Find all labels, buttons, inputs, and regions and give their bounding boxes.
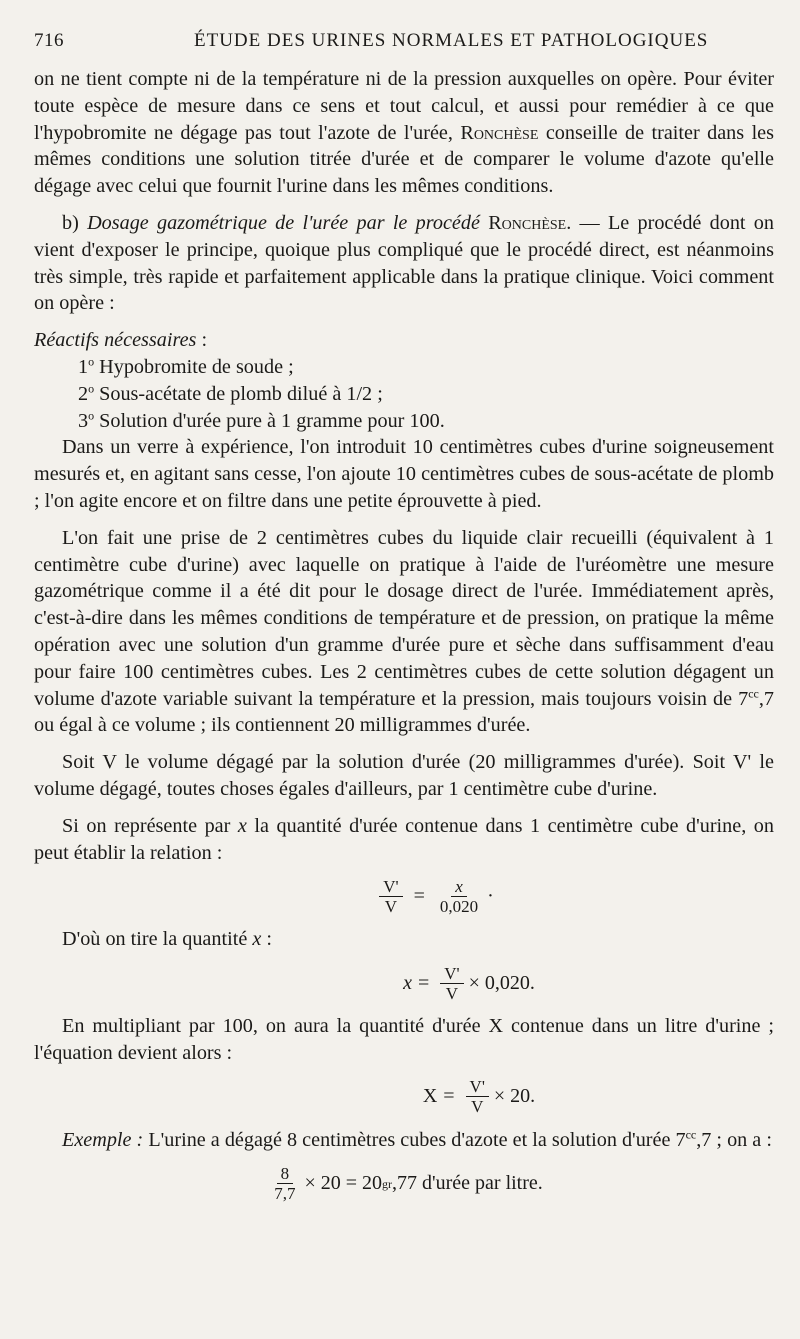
list-item: 2$^o$ Sous-acétate de plomb dilué à 1/2 ; bbox=[78, 381, 383, 405]
running-header bbox=[34, 30, 766, 56]
paragraph-definitions: Soit V le volume dégagé par la solution d'urée (20 milligrammes d'urée). Soit V' le volume dégagé, toutes choses égales d'ailleurs, par 1 centimètre cube d'urine. bbox=[34, 751, 774, 800]
reagents-list bbox=[78, 354, 774, 434]
paragraph-measurement: L'on fait une prise de 2 centimètres cubes du liquide clair recueilli (équivalent à 1 centimètre cube d'urine) avec laquelle on pratique à l'aide de l'uréomètre une mesure gazométrique comme il a été dit pour le dosage direct de l'urée. Immédiatement après, c'est-à-dire dans les mêmes conditions de température et de pression, on pratique la même opération avec une solution d'un gramme d'urée pure et sèche dans suffisamment d'eau pour faire 100 centimètres cubes. Les 2 centimètres cubes de cette solution dégagent un volume d'azote variable suivant la température et la pression, mais toujours voisin de $7^{cc},7$ ou égal à ce volume ; ils contiennent 20 milligrammes d'urée. bbox=[34, 526, 774, 737]
fraction: $\frac{8}{7,7}$ bbox=[274, 1164, 296, 1203]
list-item: 1$^o$ Hypobromite de soude ; bbox=[78, 354, 294, 378]
author-name: Ronchèse bbox=[460, 121, 539, 144]
equation-x: x = $\frac{V'}{V}$ × 0,020. bbox=[403, 963, 535, 1003]
paragraph-section-b: b) Dosage gazométrique de l'urée par le procédé Ronchèse. — Le procédé dont on vient d'exposer le principe, quoique plus compliqué que le procédé direct, est néanmoins très simple, très rapide et parfaitement applicable dans la pratique clinique. Voici comment on opère : bbox=[34, 211, 774, 315]
author-name: Ronchèse bbox=[488, 211, 567, 234]
fraction: $\frac{V'}{V}$ bbox=[466, 1077, 489, 1116]
fraction: $\frac{V'}{V}$ bbox=[379, 877, 402, 916]
paragraph-multiply: En multipliant par 100, on aura la quantité d'urée X contenue dans un litre d'urine ; l'équation devient alors : bbox=[34, 1015, 774, 1064]
running-title: ÉTUDE DES URINES NORMALES ET PATHOLOGIQUES bbox=[194, 30, 709, 51]
paragraph-relation: Si on représente par x la quantité d'urée contenue dans 1 centimètre cube d'urine, on peut établir la relation : bbox=[34, 814, 774, 864]
equation-relation: $\frac{V'}{V}$ = $\frac{x}{0,020}$ · bbox=[34, 874, 774, 918]
fraction: $\frac{x}{0,020}$ bbox=[439, 876, 479, 916]
list-item: 3$^o$ Solution d'urée pure à 1 gramme pour 100. bbox=[78, 407, 445, 432]
section-title: Dosage gazométrique de l'urée par le procédé bbox=[87, 211, 489, 234]
equation-example: $\frac{8}{7,7}$ × 20 = 20 gr ,77 d'urée par litre. bbox=[34, 1162, 774, 1206]
paragraph-continuation: on ne tient compte ni de la température ni de la pression auxquelles on opère. Pour éviter toute espèce de mesure dans ce sens et tout calcul, et aussi pour remédier à ce que l'hypobromite ne dégage pas tout l'azote de l'urée, Ronchèse conseille de traiter dans les mêmes conditions une solution titrée d'urée et de comparer le volume d'azote qu'elle dégage avec celui que fournit l'urine dans les mêmes conditions. bbox=[34, 68, 774, 198]
paragraph-derive: D'où on tire la quantité x : bbox=[62, 928, 272, 951]
page-number: 716 bbox=[34, 30, 64, 51]
paragraph-procedure: Dans un verre à expérience, l'on introduit 10 centimètres cubes d'urine soigneusement mesurés et, en agitant sans cesse, l'on ajoute 10 centimètres cubes de sous-acétate de plomb ; l'on agite encore et on filtre dans une petite éprouvette à pied. bbox=[34, 436, 774, 512]
paragraph-example: Exemple : L'urine a dégagé 8 centimètres cubes d'azote et la solution d'urée $7^{cc},7$ ; on a : bbox=[62, 1126, 772, 1151]
reagents-heading: Réactifs nécessaires : bbox=[34, 329, 208, 352]
equation-X: X = $\frac{V'}{V}$ × 20. bbox=[422, 1077, 536, 1117]
page-body bbox=[34, 66, 774, 1214]
fraction: $\frac{V'}{V}$ bbox=[440, 964, 463, 1003]
